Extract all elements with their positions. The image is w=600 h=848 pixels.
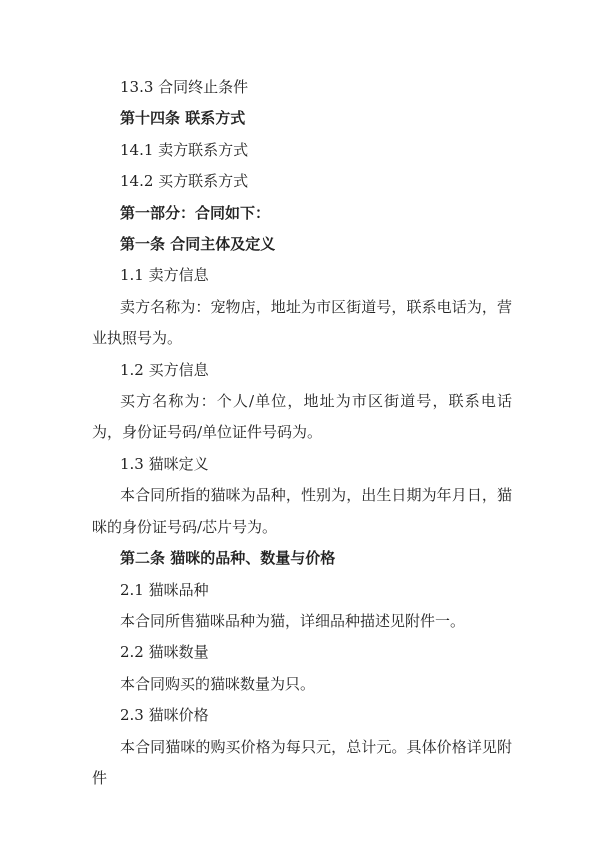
seller-info-paragraph: 卖方名称为：宠物店，地址为市区街道号，联系电话为，营业执照号为。 — [92, 297, 512, 348]
cat-definition-paragraph: 本合同所指的猫咪为品种，性别为，出生日期为年月日，猫咪的身份证号码/芯片号为。 — [92, 486, 512, 536]
quantity-paragraph: 本合同购买的猫咪数量为只。 — [120, 674, 316, 693]
clause-14-2: 14.2 买方联系方式 — [120, 172, 249, 191]
clause-2-1: 2.1 猫咪品种 — [120, 580, 209, 599]
buyer-info-paragraph: 买方名称为：个人/单位，地址为市区街道号，联系电话为，身份证号码/单位证件号码为。 — [92, 392, 512, 442]
article-1-heading: 第一条 合同主体及定义 — [120, 235, 276, 254]
clause-13-3: 13.3 合同终止条件 — [120, 78, 249, 96]
clause-1-2: 1.2 买方信息 — [120, 360, 209, 379]
part-one-heading: 第一部分：合同如下： — [120, 203, 271, 222]
price-paragraph: 本合同猫咪的购买价格为每只元，总计元。具体价格详见附件 — [92, 737, 512, 787]
breed-paragraph: 本合同所售猫咪品种为猫，详细品种描述见附件一。 — [120, 611, 466, 630]
clause-1-1: 1.1 卖方信息 — [120, 266, 209, 285]
clause-1-3: 1.3 猫咪定义 — [120, 454, 209, 473]
article-14-heading: 第十四条 联系方式 — [120, 109, 246, 128]
document-page — [92, 72, 512, 794]
article-2-heading: 第二条 猫咪的品种、数量与价格 — [120, 549, 336, 568]
clause-2-2: 2.2 猫咪数量 — [120, 643, 209, 662]
clause-14-1: 14.1 卖方联系方式 — [120, 140, 249, 159]
clause-2-3: 2.3 猫咪价格 — [120, 706, 209, 725]
